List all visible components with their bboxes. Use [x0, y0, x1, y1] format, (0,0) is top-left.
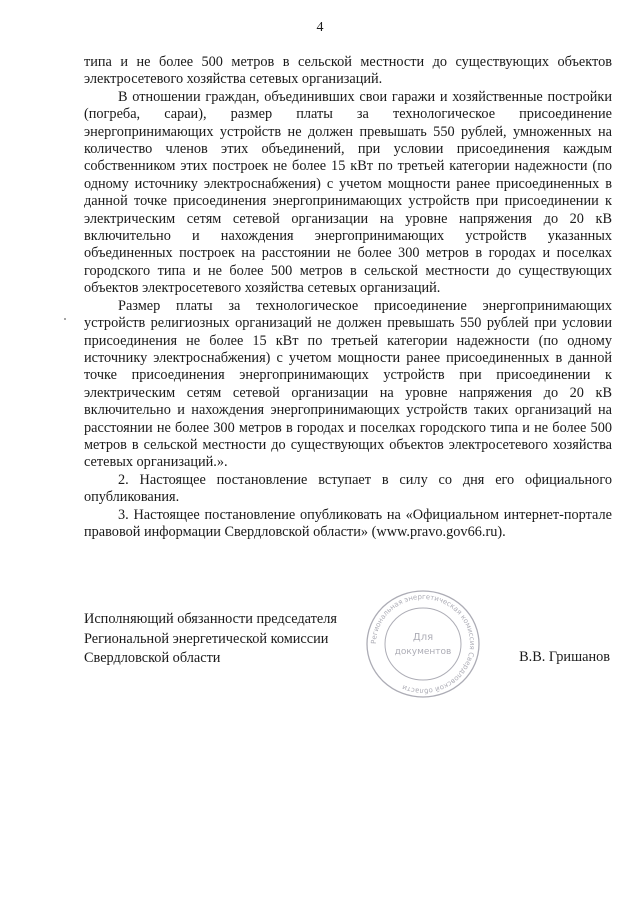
signer-title-line-1: Исполняющий обязанности председателя [84, 611, 337, 627]
paragraph-effective-date: 2. Настоящее постановление вступает в силу со дня его официального опубликования. [84, 471, 612, 506]
signer-title-line-3: Свердловской области [84, 650, 221, 666]
document-body [84, 54, 612, 541]
paragraph-religious-organizations: Размер платы за технологическое присоединение энергопринимающих устройств религиозных организаций не должен превышать 550 рублей при условии присоединения не более 15 кВт по третьей категории надежности (по одному источнику электроснабжения) с учетом мощности ранее присоединенных в данной точке присоединения энергопринимающих устройств при присоединении к электрическим сетям сетевой организации на уровне напряжения до 20 кВ включительно и нахождения энергопринимающих устройств таких организаций на расстоянии не более 300 метров в городах и поселках городского типа и не более 500 метров в сельской местности до существующих объектов электросетевого хозяйства сетевых организаций.». [84, 297, 612, 471]
stamp-center-line-1: Для [412, 632, 434, 643]
stamp-inner-ring [385, 608, 461, 680]
paragraph-garages: В отношении граждан, объединивших свои гаражи и хозяйственные постройки (погреба, сараи), размер платы за технологическое присоединение энергопринимающих устройств не должен превышать 550 рублей, умноженных на количество членов этих объединений, при условии присоединения каждым собственником этих построек не более 15 кВт по третьей категории надежности (по одному источнику электроснабжения) с учетом мощности ранее присоединенных в данной точке присоединения энергопринимающих устройств при присоединении к электрическим сетям сетевой организации на уровне напряжения до 20 кВ включительно и нахождения энергопринимающих устройств указанных объединенных построек на расстоянии не более 300 метров в городах и поселках городского типа и не более 500 метров в сельской местности до существующих объектов электросетевого хозяйства сетевых организаций. [84, 88, 612, 297]
stamp-ring-text: Региональная энергетическая комиссия Свердловской области [369, 592, 477, 696]
paragraph-publication: 3. Настоящее постановление опубликовать на «Официальном интернет-портале правовой информации Свердловской области» (www.pravo.gov66.ru). [84, 506, 612, 540]
signer-title-line-2: Региональной энергетической комиссии [84, 630, 329, 647]
stamp-center-line-2: документов [394, 647, 452, 657]
paragraph-continuation: типа и не более 500 метров в сельской местности до существующих объектов электросетевого хозяйства сетевых организаций. [84, 54, 612, 88]
official-stamp [364, 588, 482, 700]
page-number: 4 [316, 20, 324, 35]
stamp-outer-ring [367, 591, 479, 697]
signer-name: В.В. Гришанов [519, 649, 610, 665]
signature-block [84, 610, 337, 669]
scan-artifact [64, 318, 66, 320]
